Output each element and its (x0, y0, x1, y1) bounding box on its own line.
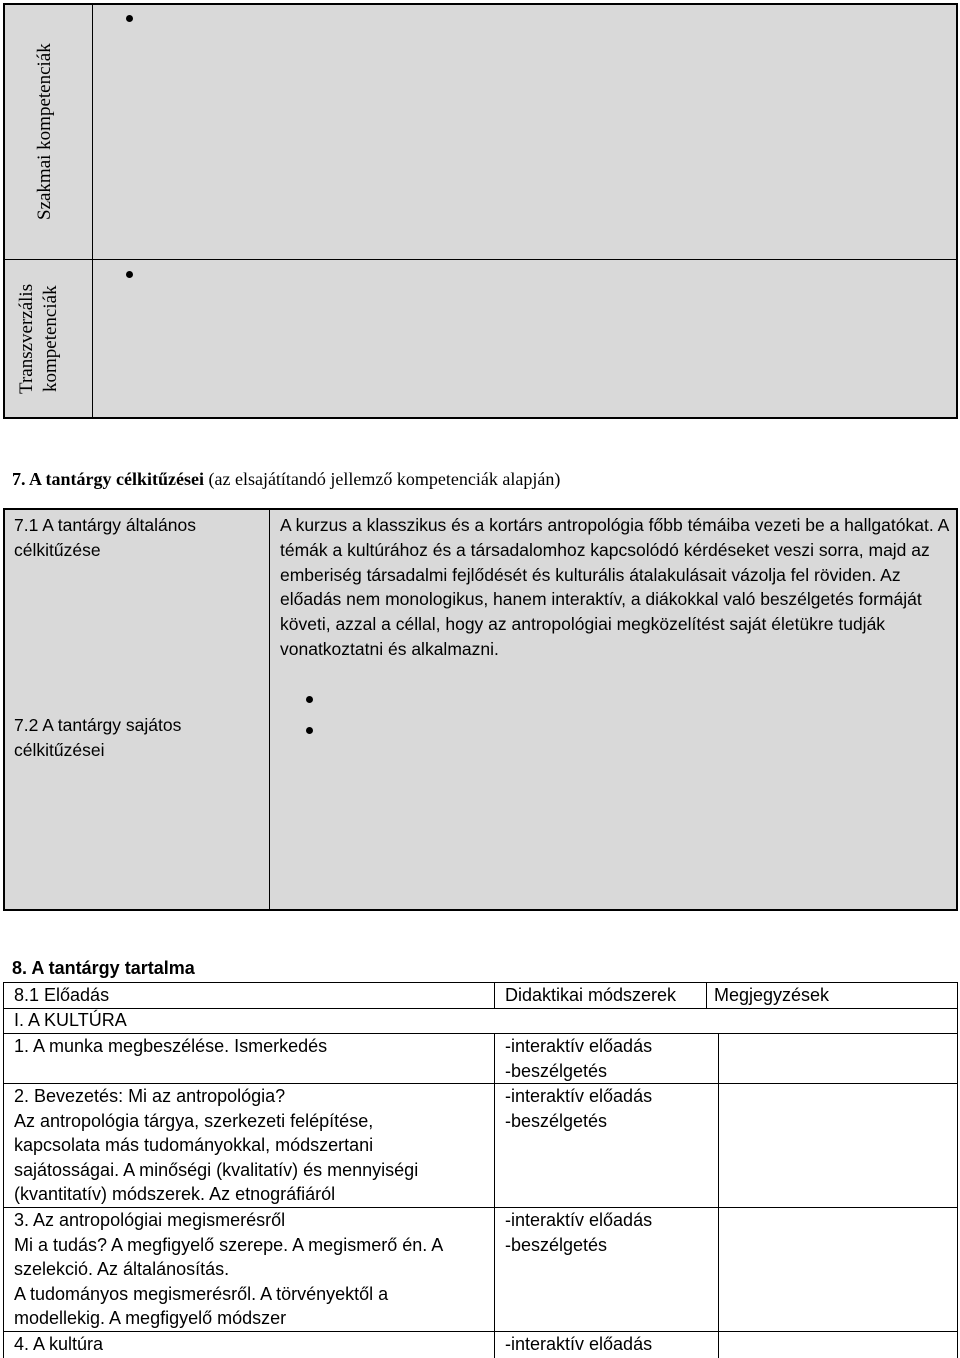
method-line: -interaktív előadás (505, 1036, 653, 1056)
part-title: I. A KULTÚRA (14, 1010, 127, 1030)
content-row-2-methods (505, 1084, 715, 1133)
col-lecture-header: 8.1 Előadás (14, 985, 110, 1005)
bullet (306, 727, 313, 734)
header-divider-2 (706, 983, 707, 1008)
bullet (126, 271, 133, 278)
topic-line: 2. Bevezetés: Mi az antropológia? (14, 1086, 286, 1106)
col-notes-header: Megjegyzések (714, 985, 830, 1005)
topic-line: Mi a tudás? A megfigyelő szerepe. A megismerő én. A (14, 1234, 444, 1255)
content-row-4-topic (14, 1332, 492, 1357)
transversal-competencies-content (93, 260, 956, 417)
content-row-4-methods (505, 1332, 715, 1357)
specific-objective-label: 7.2 A tantárgy sajátos célkitűzései (14, 715, 182, 760)
topic-line: sajátosságai. A minőségi (kvalitatív) és mennyiségi (14, 1159, 419, 1180)
col-methods-header: Didaktikai módszerek (505, 985, 677, 1005)
content-row-3-methods (505, 1208, 715, 1257)
topic-line: (kvantitatív) módszerek. Az etnográfiáról (14, 1184, 336, 1204)
bullet (306, 696, 313, 703)
general-objective-text: A kurzus a klasszikus és a kortárs antropológia főbb témáiba vezeti be a hallgatókat. A témák a kultúrához és a társadalomhoz kapcsolódó kérdéseket veszi sorra, majd az emberiség társadalmi fejlődését és kulturális átalakulásait vázolja fel röviden. Az előadás nem monologikus, hanem interaktív, a diákokkal való beszélgetés formáját követi, azzal a céllal, hogy az antropológiai megközelítést saját életükre tudják vonatkoztatni és alkalmazni. (280, 515, 949, 659)
method-line: -interaktív előadás (505, 1334, 653, 1354)
transversal-line-1: Transzverzális (16, 283, 37, 394)
method-line: -beszélgetés (505, 1060, 608, 1081)
topic-line: 1. A munka megbeszélése. Ismerkedés (14, 1036, 328, 1056)
content-row-2-topic (14, 1084, 492, 1207)
content-row-1-topic (14, 1034, 489, 1059)
general-objective-label: 7.1 A tantárgy általános célkitűzése (14, 515, 196, 560)
objectives-col-divider (269, 509, 270, 910)
method-line: -interaktív előadás (505, 1086, 653, 1106)
method-line: -beszélgetés (505, 1110, 608, 1131)
transversal-line-2: kompetenciák (40, 285, 61, 392)
topic-line: kapcsolata más tudományokkal, módszertani (14, 1135, 374, 1155)
professional-competencies-label-cell (5, 5, 93, 259)
section-7-heading (12, 467, 952, 492)
topic-line: 3. Az antropológiai megismerésről (14, 1210, 286, 1230)
header-bottom-line (3, 1008, 958, 1009)
professional-competencies-content (93, 5, 956, 259)
section-8-heading: 8. A tantárgy tartalma (12, 958, 195, 978)
content-row-3-topic (14, 1208, 492, 1331)
section-7-heading-bold: 7. A tantárgy célkitűzései (12, 469, 204, 489)
content-row-1-methods (505, 1034, 715, 1083)
method-line: -beszélgetés (505, 1234, 608, 1255)
header-divider-1 (494, 983, 495, 1008)
topic-line: Az antropológia tárgya, szerkezeti felépítése, (14, 1110, 374, 1131)
section-7-heading-rest: (az elsajátítandó jellemző kompetenciák alapján) (203, 469, 561, 489)
bullet (126, 15, 133, 22)
topic-line: 4. A kultúra (14, 1334, 104, 1354)
professional-competencies-label: Szakmai kompetenciák (34, 43, 55, 221)
topic-line: szelekció. Az általánosítás. (14, 1259, 230, 1279)
topic-line: A tudományos megismerésről. A törvényektől a (14, 1283, 389, 1304)
transversal-competencies-label (15, 260, 71, 417)
method-line: -interaktív előadás (505, 1210, 653, 1230)
transversal-competencies-label-cell (5, 260, 93, 417)
topic-line: modellekig. A megfigyelő módszer (14, 1308, 287, 1328)
